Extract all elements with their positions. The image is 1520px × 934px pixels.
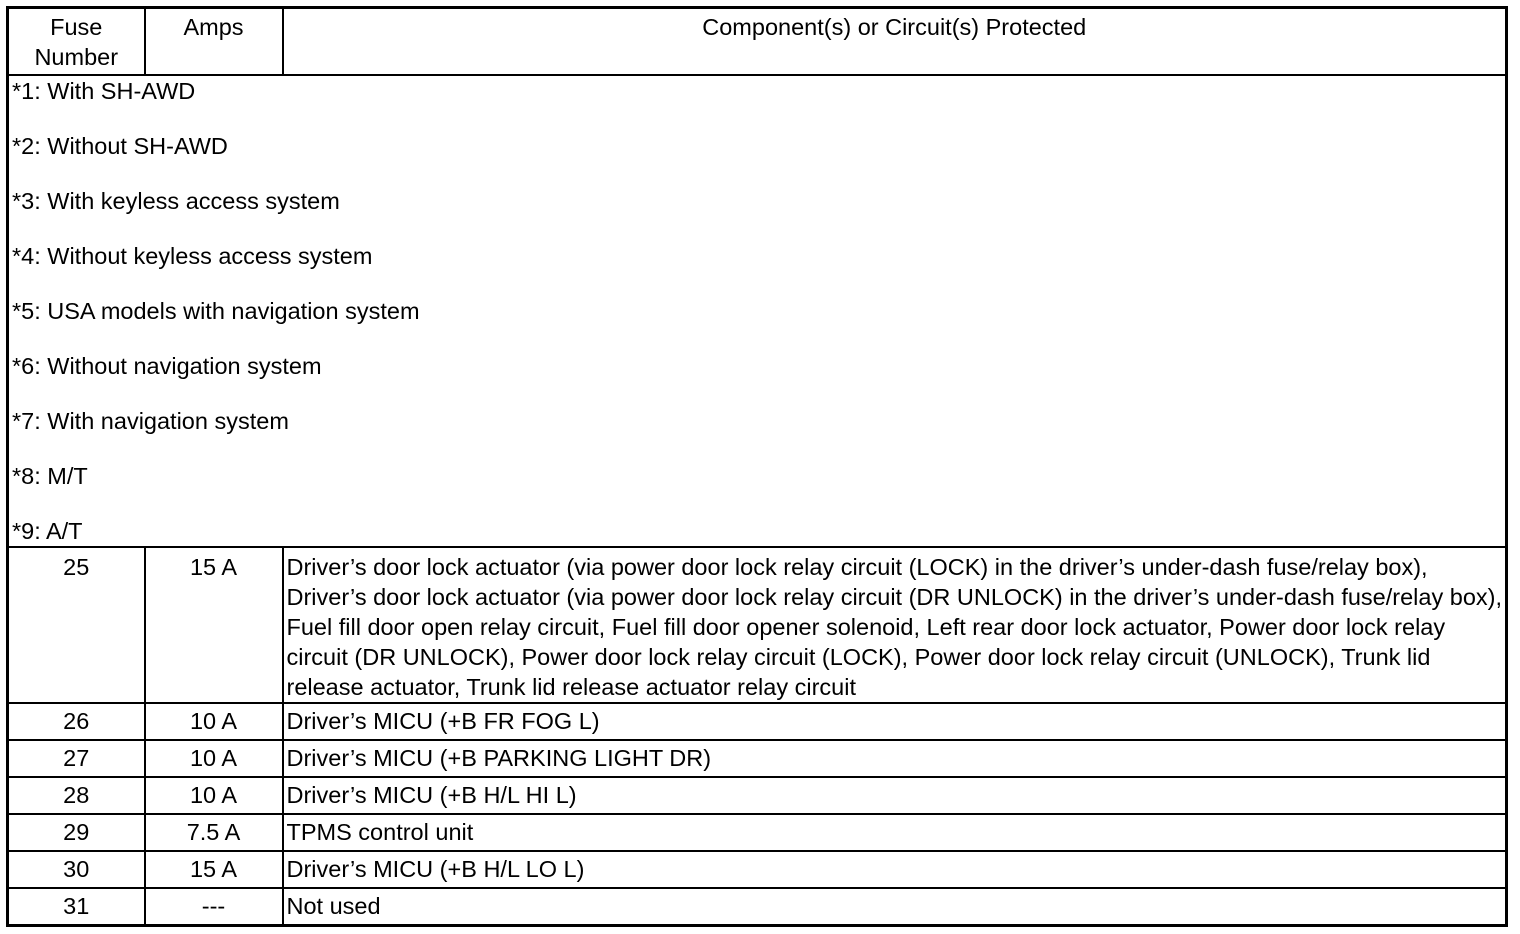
note-item: *3: With keyless access system xyxy=(12,188,340,214)
amps-cell: 10 A xyxy=(145,703,283,740)
table-row xyxy=(8,814,1507,851)
fuse-table xyxy=(6,6,1508,927)
note-item: *7: With navigation system xyxy=(12,408,289,434)
table-row xyxy=(8,888,1507,926)
component-cell: Driver’s MICU (+B H/L LO L) xyxy=(283,851,1507,888)
note-item: *2: Without SH-AWD xyxy=(12,133,228,159)
component-cell: Driver’s MICU (+B H/L HI L) xyxy=(283,777,1507,814)
note-item: *5: USA models with navigation system xyxy=(12,298,420,324)
amps-cell: 7.5 A xyxy=(145,814,283,851)
header-components: Component(s) or Circuit(s) Protected xyxy=(283,8,1507,76)
amps-cell: 15 A xyxy=(145,851,283,888)
note-item: *4: Without keyless access system xyxy=(12,243,373,269)
header-amps: Amps xyxy=(145,8,283,76)
fuse-number-cell: 28 xyxy=(8,777,145,814)
note-item: *6: Without navigation system xyxy=(12,353,322,379)
header-row xyxy=(8,8,1507,76)
table-row xyxy=(8,851,1507,888)
amps-cell: 10 A xyxy=(145,777,283,814)
component-cell: Driver’s MICU (+B FR FOG L) xyxy=(283,703,1507,740)
table-row xyxy=(8,703,1507,740)
table-row xyxy=(8,777,1507,814)
table-row xyxy=(8,547,1507,703)
header-fuse-number-line1: Fuse xyxy=(50,14,103,40)
header-fuse-number-line2: Number xyxy=(34,44,119,70)
notes-row xyxy=(8,75,1507,547)
amps-cell: 15 A xyxy=(145,547,283,703)
header-fuse-number xyxy=(8,8,145,76)
component-cell: Driver’s MICU (+B PARKING LIGHT DR) xyxy=(283,740,1507,777)
notes-cell xyxy=(8,75,1507,547)
note-item: *1: With SH-AWD xyxy=(12,78,196,104)
note-item: *9: A/T xyxy=(12,518,83,544)
fuse-number-cell: 26 xyxy=(8,703,145,740)
fuse-number-cell: 30 xyxy=(8,851,145,888)
amps-cell: 10 A xyxy=(145,740,283,777)
note-item: *8: M/T xyxy=(12,463,88,489)
fuse-number-cell: 29 xyxy=(8,814,145,851)
amps-cell: --- xyxy=(145,888,283,926)
fuse-number-cell: 27 xyxy=(8,740,145,777)
table-row xyxy=(8,740,1507,777)
component-cell: Not used xyxy=(283,888,1507,926)
component-cell: Driver’s door lock actuator (via power door lock relay circuit (LOCK) in the driver’s under-dash fuse/relay box), Driver’s door lock actuator (via power door lock relay circuit (DR UNLOCK) in the driver’s under-dash fuse/relay box), Fuel fill door open relay circuit, Fuel fill door opener solenoid, Left rear door lock actuator, Power door lock relay circuit (DR UNLOCK), Power door lock relay circuit (LOCK), Power door lock relay circuit (UNLOCK), Trunk lid release actuator, Trunk lid release actuator relay circuit xyxy=(283,547,1507,703)
fuse-number-cell: 31 xyxy=(8,888,145,926)
component-cell: TPMS control unit xyxy=(283,814,1507,851)
fuse-number-cell: 25 xyxy=(8,547,145,703)
